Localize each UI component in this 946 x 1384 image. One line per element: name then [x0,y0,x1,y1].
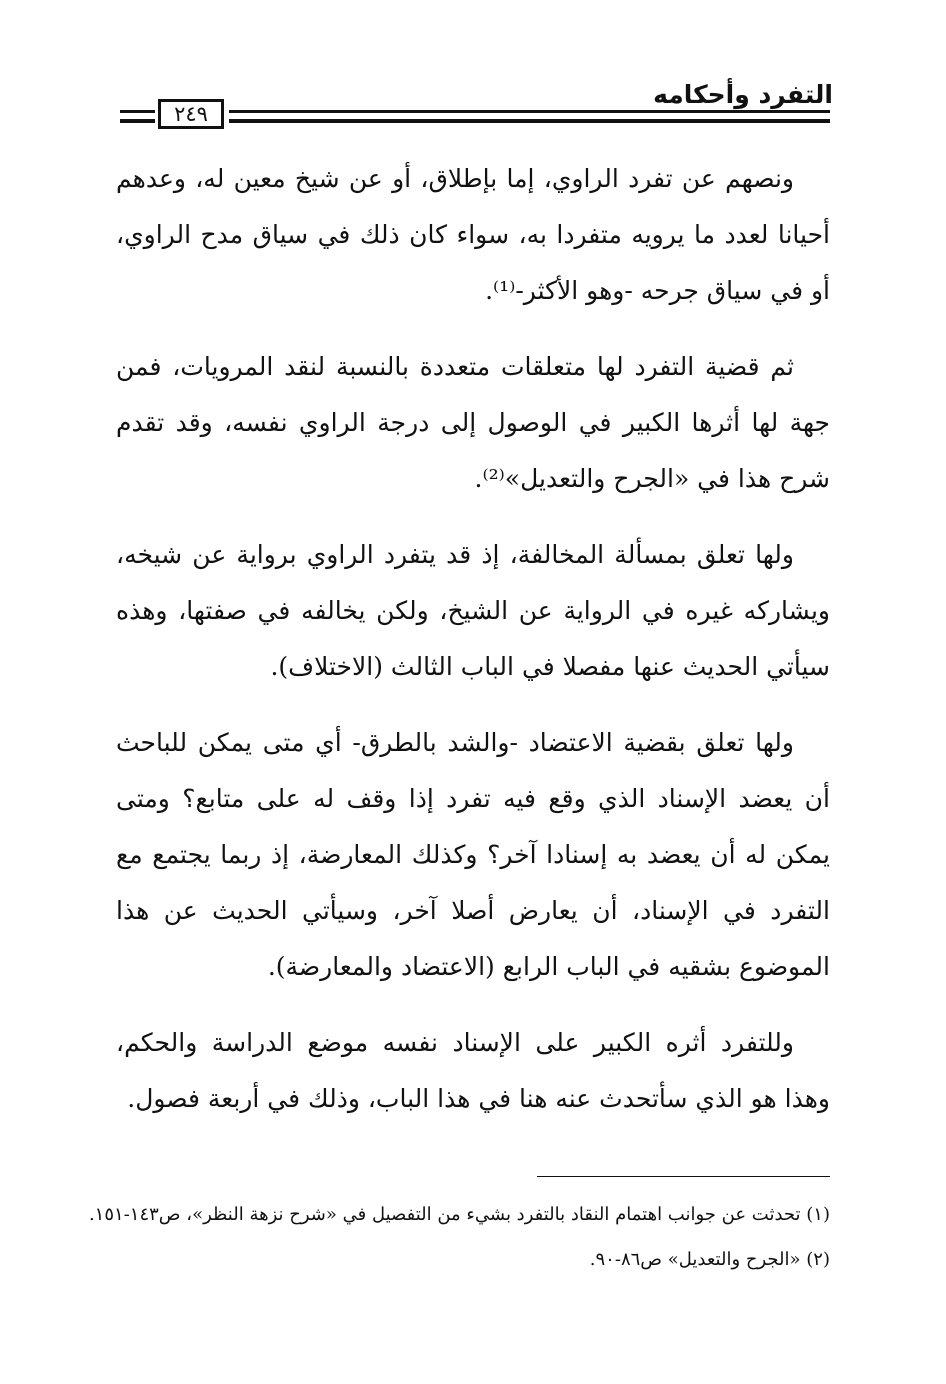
header-rule-right-bottom [229,119,830,123]
header-rule-left-bottom [120,119,155,123]
footnote-separator [537,1176,830,1177]
paragraph-5: وللتفرد أثره الكبير على الإسناد نفسه موضع الدراسة والحكم، وهذا هو الذي سأتحدث عنه هنا في هذا الباب، وذلك في أربعة فصول. [116,1028,830,1113]
paragraph-1: ونصهم عن تفرد الراوي، إما بإطلاق، أو عن شيخ معين له، وعدهم أحيانا لعدد ما يرويه متفردا به، سواء كان ذلك في سياق مدح الراوي، أو في سياق جرحه -وهو الأكثر-⁽¹⁾. [116,164,830,305]
header-rule-right-top [229,110,830,113]
footnote-1: (١) تحدثت عن جوانب اهتمام النقاد بالتفرد بشيء من التفصيل في «شرح نزهة النظر»، ص١٤٣-١٥١. [88,1204,830,1225]
page-number: ٢٤٩ [158,99,224,129]
header-rule-left-top [120,110,155,113]
main-text [116,151,830,1147]
paragraph-4: ولها تعلق بقضية الاعتضاد -والشد بالطرق- أي متى يمكن للباحث أن يعضد الإسناد الذي وقع فيه تفرد إذا وقف له على متابع؟ ومتى يمكن له أن يعضد به إسنادا آخر؟ وكذلك المعارضة، إذ ربما يجتمع مع التفرد في الإسناد، أن يعارض أصلا آخر، وسيأتي الحديث عن هذا الموضوع بشقيه في الباب الرابع (الاعتضاد والمعارضة). [116,728,830,981]
paragraph-3: ولها تعلق بمسألة المخالفة، إذ قد يتفرد الراوي برواية عن شيخه، ويشاركه غيره في الرواية عن الشيخ، ولكن يخالفه في صفتها، وهذه سيأتي الحديث عنها مفصلا في الباب الثالث (الاختلاف). [116,540,830,681]
running-title: التفرد وأحكامه [653,80,833,109]
footnote-2: (٢) «الجرح والتعديل» ص٨٦-٩٠. [589,1249,830,1270]
footnotes [88,1192,830,1282]
paragraph-2: ثم قضية التفرد لها متعلقات متعددة بالنسبة لنقد المرويات، فمن جهة لها أثرها الكبير في الوصول إلى درجة الراوي نفسه، وقد تقدم شرح هذا في «الجرح والتعديل»⁽²⁾. [116,352,830,493]
